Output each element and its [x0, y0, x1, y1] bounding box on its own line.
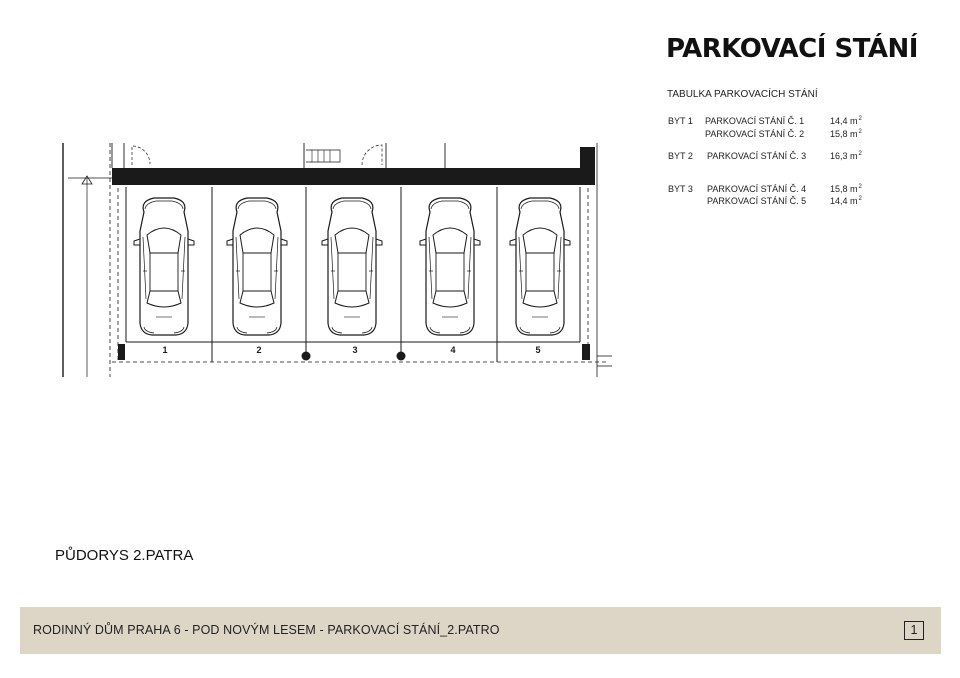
page-title: PARKOVACÍ STÁNÍ [666, 34, 918, 64]
table-cell-label: PARKOVACÍ STÁNÍ Č. 2 [705, 129, 805, 139]
floor-label: PŮDORYS 2.PATRA [55, 547, 194, 564]
right-wall [580, 147, 595, 185]
table-cell-area: 14,4 $m^2$ [830, 196, 862, 206]
car-3-icon [322, 198, 382, 335]
table-cell-byt: BYT 2 [668, 151, 693, 161]
car-4-icon [420, 198, 480, 335]
table-cell-area: 16,3 $m^2$ [830, 151, 862, 161]
table-cell-label: PARKOVACÍ STÁNÍ Č. 3 [707, 151, 807, 161]
car-2-icon [227, 198, 287, 335]
table-cell-area: 15,8 $m^2$ [830, 184, 862, 194]
space-number: 5 [535, 345, 541, 355]
right-walkway [597, 356, 612, 366]
car-5-icon [510, 198, 570, 335]
table-cell-byt: BYT 3 [668, 184, 693, 194]
car-1-icon [134, 198, 194, 335]
page-number: 1 [904, 621, 924, 640]
table-cell-byt: BYT 1 [668, 116, 693, 126]
table-title: TABULKA PARKOVACÍCH STÁNÍ [667, 89, 818, 100]
table-cell-area: 15,8 $m^2$ [830, 129, 862, 139]
table-cell-label: PARKOVACÍ STÁNÍ Č. 4 [707, 184, 807, 194]
table-cell-area: 14,4 $m^2$ [830, 116, 862, 126]
top-wall [112, 168, 595, 185]
table-cell-label: PARKOVACÍ STÁNÍ Č. 5 [707, 196, 807, 206]
footer-bar [20, 607, 941, 654]
space-number: 2 [256, 345, 262, 355]
footer-title: RODINNÝ DŮM PRAHA 6 - POD NOVÝM LESEM - PARKOVACÍ STÁNÍ_2.PATRO [33, 623, 500, 637]
space-number: 4 [450, 345, 456, 355]
space-number: 3 [352, 345, 358, 355]
parking-bays [112, 187, 608, 362]
space-number: 1 [162, 345, 168, 355]
table-cell-label: PARKOVACÍ STÁNÍ Č. 1 [705, 116, 805, 126]
left-walkway [63, 143, 112, 377]
